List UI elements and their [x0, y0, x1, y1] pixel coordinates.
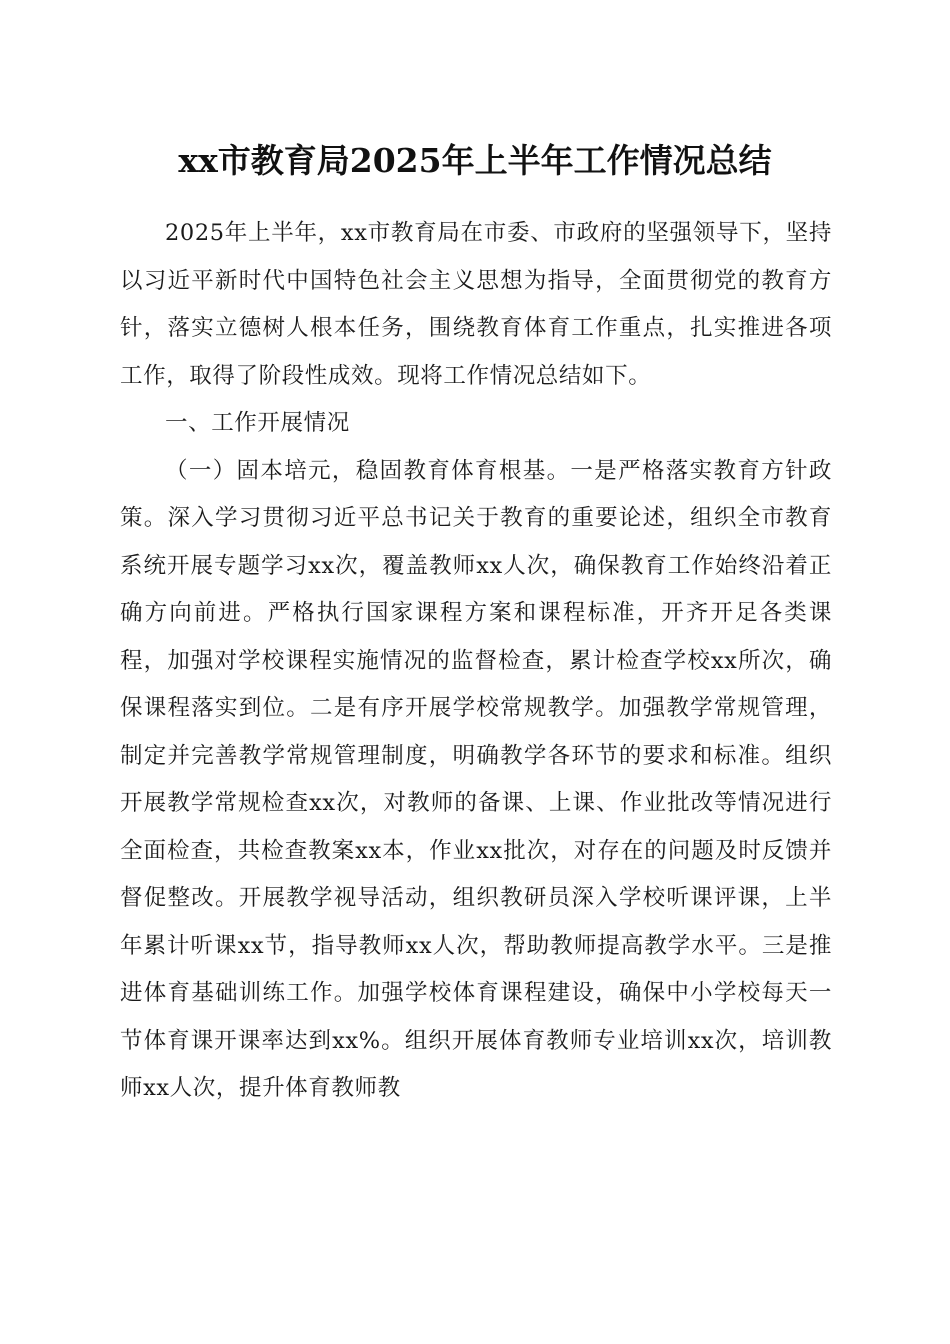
- subsection-body: 一是严格落实教育方针政策。深入学习贯彻习近平总书记关于教育的重要论述，组织全市教育系统开展专题学习xx次，覆盖教师xx人次，确保教育工作始终沿着正确方向前进。严格执行国家课程方案和课程标准，开齐开足各类课程，加强对学校课程实施情况的监督检查，累计检查学校xx所次，确保课程落实到位。二是有序开展学校常规教学。加强教学常规管理，制定并完善教学常规管理制度，明确教学各环节的要求和标准。组织开展教学常规检查xx次，对教师的备课、上课、作业批改等情况进行全面检查，共检查教案xx本，作业xx批次，对存在的问题及时反馈并督促整改。开展教学视导活动，组织教研员深入学校听课评课，上半年累计听课xx节，指导教师xx人次，帮助教师提高教学水平。三是推进体育基础训练工作。加强学校体育课程建设，确保中小学校每天一节体育课开课率达到xx%。组织开展体育教师专业培训xx次，培训教师xx人次，提升体育教师教: [120, 457, 832, 1101]
- subsection-paragraph: [120, 448, 832, 1113]
- document-body: [120, 210, 832, 1113]
- subsection-heading: （一）固本培元，稳固教育体育根基。: [165, 457, 571, 484]
- section-heading: 一、工作开展情况: [165, 410, 350, 436]
- intro-paragraph: 2025年上半年，xx市教育局在市委、市政府的坚强领导下，坚持以习近平新时代中国特色社会主义思想为指导，全面贯彻党的教育方针，落实立德树人根本任务，围绕教育体育工作重点，扎实推进各项工作，取得了阶段性成效。现将工作情况总结如下。: [120, 220, 832, 389]
- document-title: xx市教育局2025年上半年工作情况总结: [178, 141, 772, 180]
